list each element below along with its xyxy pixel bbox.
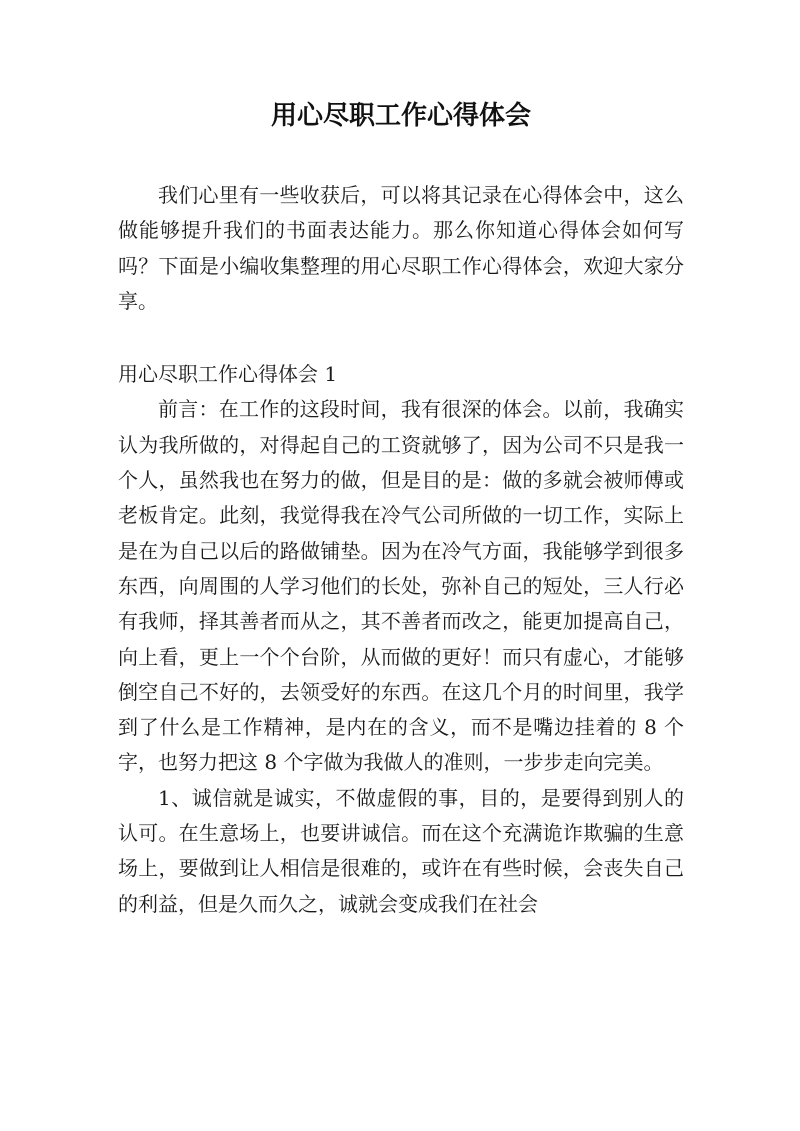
body-paragraph-preface: 前言：在工作的这段时间，我有很深的体会。以前，我确实认为我所做的，对得起自己的工资就够了，因为公司不只是我一个人，虽然我也在努力的做，但是目的是：做的多就会被师傅或老板肯定。此刻，我觉得我在冷气公司所做的一切工作，实际上是在为自己以后的路做铺垫。因为在冷气方面，我能够学到很多东西，向周围的人学习他们的长处，弥补自己的短处，三人行必有我师，择其善者而从之，其不善者而改之，能更加提高自己，向上看，更上一个个台阶，从而做的更好！而只有虚心，才能够倒空自己不好的，去领受好的东西。在这几个月的时间里，我学到了什么是工作精神，是内在的含义，而不是嘴边挂着的 8 个字，也努力把这 8 个字做为我做人的准则，一步步走向完美。: [118, 397, 684, 775]
body-paragraph-integrity: 1、诚信就是诚实，不做虚假的事，目的，是要得到别人的认可。在生意场上，也要讲诚信。而在这个充满诡诈欺骗的生意场上，要做到让人相信是很难的，或许在有些时候，会丧失自己的利益，但是久而久之，诚就会变成我们在社会: [118, 785, 684, 916]
document-title: 用心尽职工作心得体会: [270, 101, 531, 131]
document-body: [118, 96, 684, 922]
section-heading: 用心尽职工作心得体会 1: [118, 362, 338, 387]
intro-paragraph: 我们心里有一些收获后，可以将其记录在心得体会中，这么做能够提升我们的书面表达能力。那么你知道心得体会如何写吗？下面是小编收集整理的用心尽职工作心得体会，欢迎大家分享。: [118, 183, 684, 313]
